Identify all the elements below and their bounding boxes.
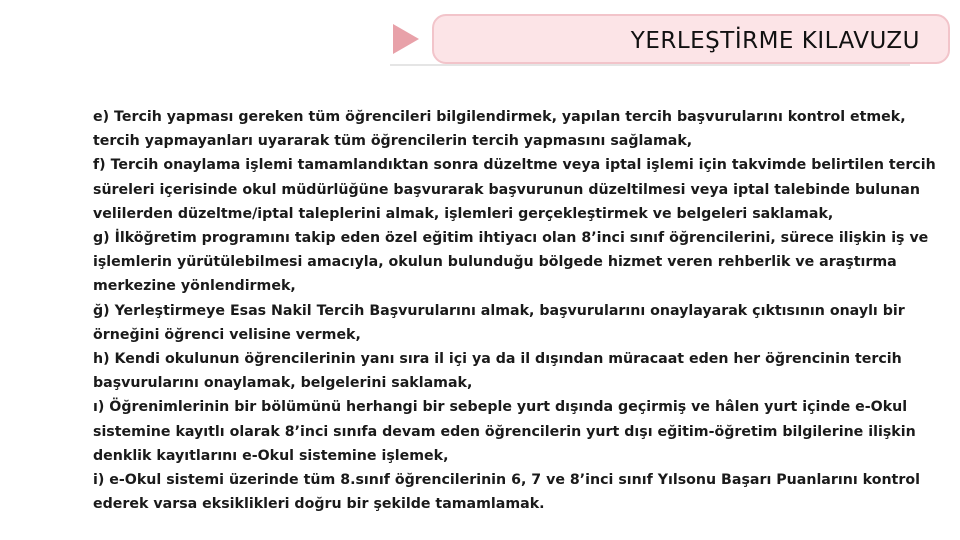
title-banner bbox=[432, 14, 950, 64]
paragraph-f: f) Tercih onaylama işlemi tamamlandıktan sonra düzeltme veya iptal işlemi için takvimde belirtilen tercih süreleri içerisinde okul müdürlüğüne başvurarak başvurunun düzeltilmesi veya iptal talebinde bulunan velilerden düzeltme/iptal taleplerini almak, işlemleri gerçekleştirmek ve belgeleri saklamak, bbox=[93, 157, 936, 222]
arrow-icon bbox=[393, 24, 419, 54]
slide-body bbox=[93, 105, 948, 516]
paragraph-i: i) e-Okul sistemi üzerinde tüm 8.sınıf öğrencilerinin 6, 7 ve 8’inci sınıf Yılsonu Başarı Puanlarını kontrol ederek varsa eksiklikleri doğru bir şekilde tamamlamak. bbox=[93, 472, 920, 513]
slide-title: YERLEŞTİRME KILAVUZU bbox=[630, 28, 920, 54]
paragraph-i-dotless: ı) Öğrenimlerinin bir bölümünü herhangi bir sebeple yurt dışında geçirmiş ve hâlen yurt içinde e-Okul sistemine kayıtlı olarak 8’inci sınıfa devam eden öğrencilerin yurt dışı eğitim-öğretim bilgilerine ilişkin denklik kayıtlarını e-Okul sistemine işlemek, bbox=[93, 399, 916, 464]
slide-header bbox=[390, 14, 960, 66]
title-divider bbox=[390, 64, 910, 66]
paragraph-g-breve: ğ) Yerleştirmeye Esas Nakil Tercih Başvurularını almak, başvurularını onaylayarak çıktısının onaylı bir örneğini öğrenci velisine vermek, bbox=[93, 302, 905, 343]
paragraph-g: g) İlköğretim programını takip eden özel eğitim ihtiyacı olan 8’inci sınıf öğrencilerini, sürece ilişkin iş ve işlemlerin yürütülebilmesi amacıyla, okulun bulunduğu bölgede hizmet veren rehberlik ve araştırma merkezine yönlendirmek, bbox=[93, 230, 929, 295]
paragraph-e: e) Tercih yapması gereken tüm öğrencileri bilgilendirmek, yapılan tercih başvurularını kontrol etmek, tercih yapmayanları uyararak tüm öğrencilerin tercih yapmasını sağlamak, bbox=[93, 109, 906, 150]
paragraph-h: h) Kendi okulunun öğrencilerinin yanı sıra il içi ya da il dışından müracaat eden her öğrencinin tercih başvurularını onaylamak, belgelerini saklamak, bbox=[93, 351, 902, 392]
